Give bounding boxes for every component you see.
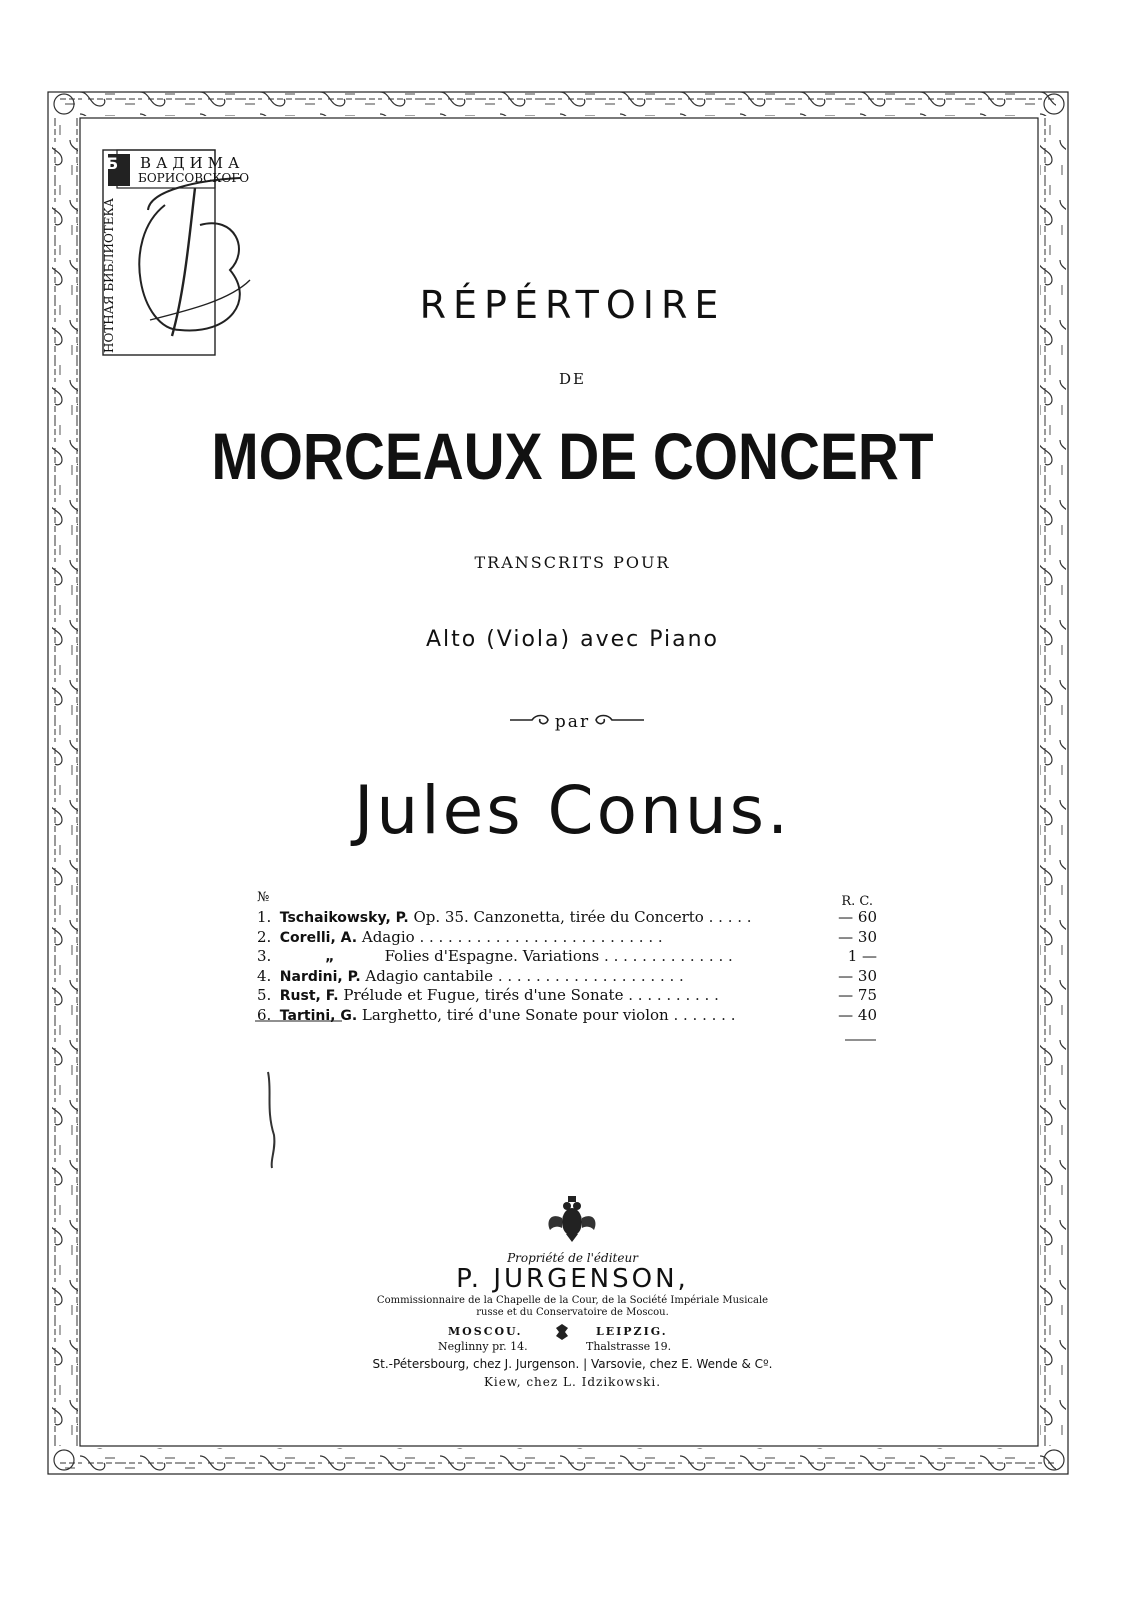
list-item-leader: . . . . . . . . . . . . . . . . . . . . . . . . . . xyxy=(419,927,663,946)
commission-line-1: Commissionnaire de la Chapelle de la Cour, de la Société Impériale Musicale xyxy=(376,1295,769,1306)
title-repertoire: RÉPÉRTOIRE xyxy=(419,283,726,327)
list-item-number: 3. xyxy=(257,947,272,965)
small-eagle-icon xyxy=(556,1324,568,1340)
list-item-title: Adagio xyxy=(361,927,415,946)
list-item-number: 6. xyxy=(257,1005,272,1024)
subtitle-transcrits: TRANSCRITS POUR xyxy=(474,553,671,572)
contents-list xyxy=(257,890,877,1025)
list-item-leader: . . . . . xyxy=(708,908,752,926)
number-header: № xyxy=(257,890,270,905)
list-item-leader: . . . . . . . . . . xyxy=(628,986,719,1004)
list-item xyxy=(257,986,877,1006)
instrument-line: Alto (Viola) avec Piano xyxy=(425,627,720,652)
list-item-composer: Rust, F. xyxy=(279,988,339,1004)
stamp-owner-first: ВАДИМА xyxy=(140,154,245,172)
list-item-price: — 30 xyxy=(838,966,877,985)
list-item-number: 5. xyxy=(257,986,272,1004)
stamp-corner-letter: Б xyxy=(106,154,119,173)
list-item xyxy=(257,928,877,948)
price-header: R. C. xyxy=(841,894,873,909)
list-item-title: Prélude et Fugue, tirés d'une Sonate xyxy=(343,986,624,1004)
list-item xyxy=(257,967,877,987)
list-item xyxy=(257,1006,877,1026)
title-de: DE xyxy=(559,370,586,388)
author-name: Jules Conus. xyxy=(353,772,792,849)
list-item-number: 1. xyxy=(257,908,272,926)
list-item-price: — 75 xyxy=(838,986,877,1004)
publisher-name: P. JURGENSON, xyxy=(456,1264,689,1294)
main-title: MORCEAUX DE CONCERT xyxy=(211,419,934,493)
stamp-library-label: НОТНАЯ БИБЛИОТЕКА xyxy=(102,198,116,353)
list-item-number: 4. xyxy=(257,966,272,985)
par-line: par xyxy=(554,712,591,732)
list-item-leader: . . . . . . . . . . . . . . xyxy=(604,947,733,965)
list-item-composer: Tschaikowsky, P. xyxy=(279,910,409,926)
commission-line-2: russe et du Conservatoire de Moscou. xyxy=(476,1307,669,1318)
list-item-price: — 40 xyxy=(838,1005,877,1024)
list-item-price: — 60 xyxy=(838,908,877,926)
list-item-composer: Corelli, A. xyxy=(279,929,358,946)
address-leipzig: Thalstrasse 19. xyxy=(586,1340,672,1353)
list-item-composer: „ xyxy=(325,949,335,965)
stamp-owner-last: БОРИСОВСКОГО xyxy=(138,171,250,185)
list-item-composer: Tartini, G. xyxy=(279,1007,358,1024)
city-moscow: MOSCOU. xyxy=(448,1325,523,1338)
branches-line: St.-Pétersbourg, chez J. Jurgenson. | Varsovie, chez E. Wende & Cº. xyxy=(372,1357,773,1371)
eagle-emblem-icon xyxy=(549,1196,596,1242)
propriete-line: Propriété de l'éditeur xyxy=(507,1251,638,1265)
city-leipzig: LEIPZIG. xyxy=(596,1325,668,1338)
list-item-title: Op. 35. Canzonetta, tirée du Concerto xyxy=(413,908,704,926)
list-item-composer: Nardini, P. xyxy=(279,968,361,985)
list-item-title: Larghetto, tiré d'une Sonate pour violon xyxy=(361,1005,669,1024)
list-item-number: 2. xyxy=(257,927,272,946)
list-item-title: Folies d'Espagne. Variations xyxy=(384,947,600,965)
list-header xyxy=(257,890,877,908)
list-item-price: — 30 xyxy=(838,927,877,946)
address-moscow: Neglinny pr. 14. xyxy=(438,1340,528,1353)
list-item-leader: . . . . . . . . . . . . . . . . . . . . xyxy=(497,966,684,985)
list-item xyxy=(257,947,877,967)
list-item xyxy=(257,908,877,928)
list-item-price: 1 — xyxy=(847,947,877,965)
list-item-leader: . . . . . . . xyxy=(673,1005,736,1024)
kiew-line: Kiew, chez L. Idzikowski. xyxy=(483,1375,662,1389)
list-item-title: Adagio cantabile xyxy=(365,966,494,985)
